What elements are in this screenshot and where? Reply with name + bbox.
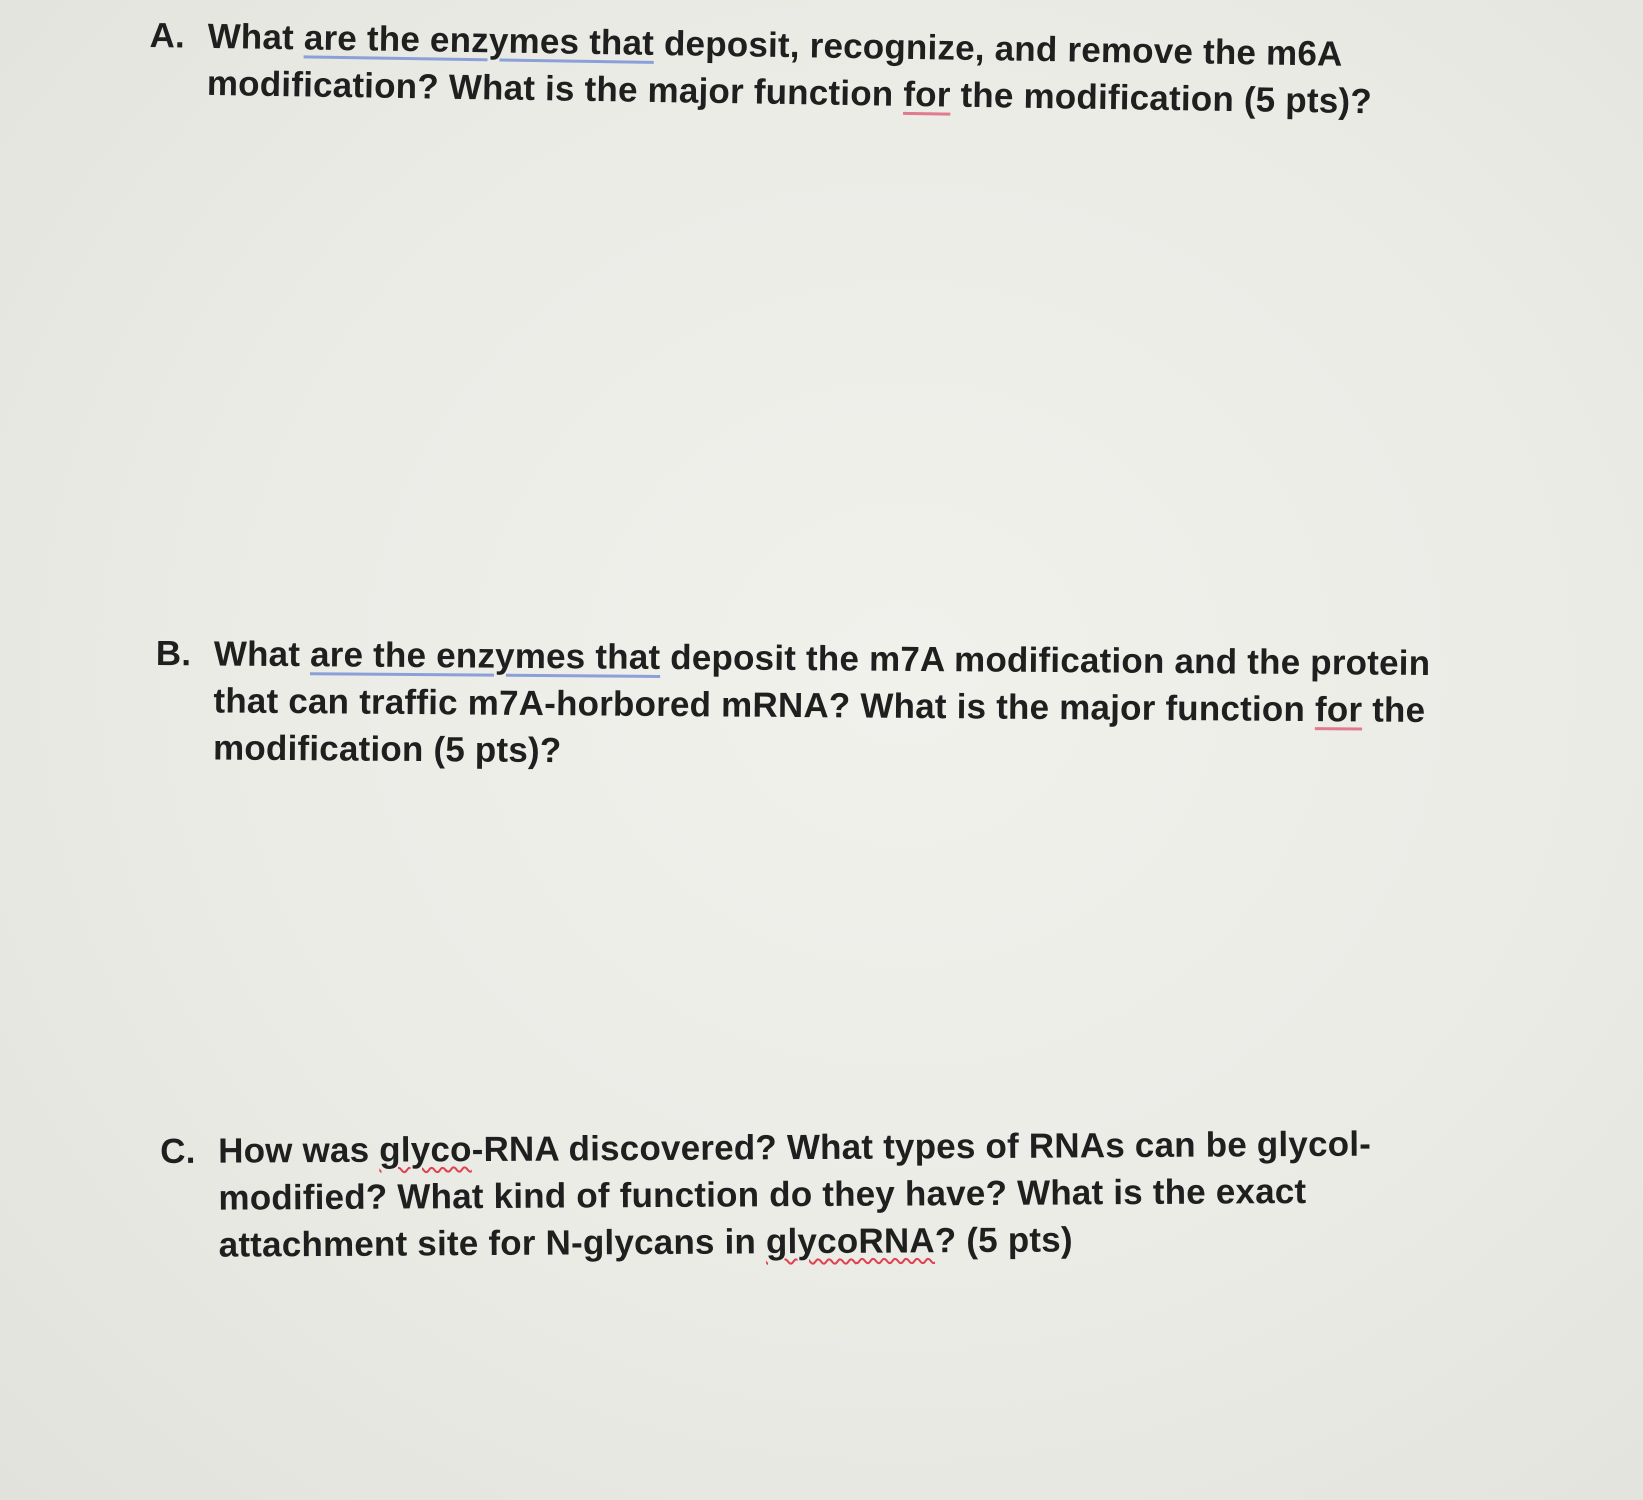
question-a-letter: A. (149, 15, 186, 56)
misspelled-word[interactable]: glycoRNA (765, 1221, 935, 1262)
question-c-line-3-start: attachment site for N-glycans in (218, 1222, 767, 1265)
question-b-letter: B. (155, 633, 192, 674)
grammar-flagged-phrase[interactable]: are the enzymes that (303, 18, 655, 63)
question-c-line-2: modified? What kind of function do they have? What is the exact (218, 1171, 1307, 1218)
question-c-line-1-end: -RNA discovered? What types of RNAs can be glycol- (471, 1124, 1372, 1170)
question-b (155, 630, 1431, 781)
word-flagged[interactable]: for (1314, 690, 1363, 730)
question-b-text (213, 630, 1431, 781)
question-c-line-3-end: ? (5 pts) (934, 1220, 1073, 1261)
question-c-line-1-start: How was (218, 1130, 380, 1171)
question-b-line-1-end: deposit the m7A modification and the protein (660, 637, 1431, 684)
question-c-line-1 (218, 1121, 1371, 1175)
question-a-line-1-end: deposit, recognize, and remove the m6A (653, 23, 1343, 74)
word-flagged[interactable]: for (903, 74, 951, 115)
question-c (160, 1121, 1372, 1269)
misspelled-word[interactable]: glyco (379, 1130, 472, 1170)
question-a (149, 12, 1373, 125)
question-a-line-1-start: What (207, 16, 305, 58)
question-a-text (207, 13, 1373, 125)
question-b-line-2-start: that can traffic m7A-horbored mRNA? What is the major function (213, 681, 1316, 730)
question-b-line-2-end: the (1362, 690, 1426, 730)
question-b-line-1-start: What (213, 634, 311, 675)
question-a-line-2-start: modification? What is the major function (206, 63, 904, 114)
question-c-text (218, 1121, 1372, 1269)
question-a-line-2-end: the modification (5 pts)? (950, 75, 1373, 122)
question-c-line-3 (219, 1215, 1372, 1269)
question-b-line-3: modification (5 pts)? (212, 728, 562, 771)
grammar-flagged-phrase[interactable]: are the enzymes that (309, 635, 661, 677)
question-c-letter: C. (160, 1131, 196, 1171)
